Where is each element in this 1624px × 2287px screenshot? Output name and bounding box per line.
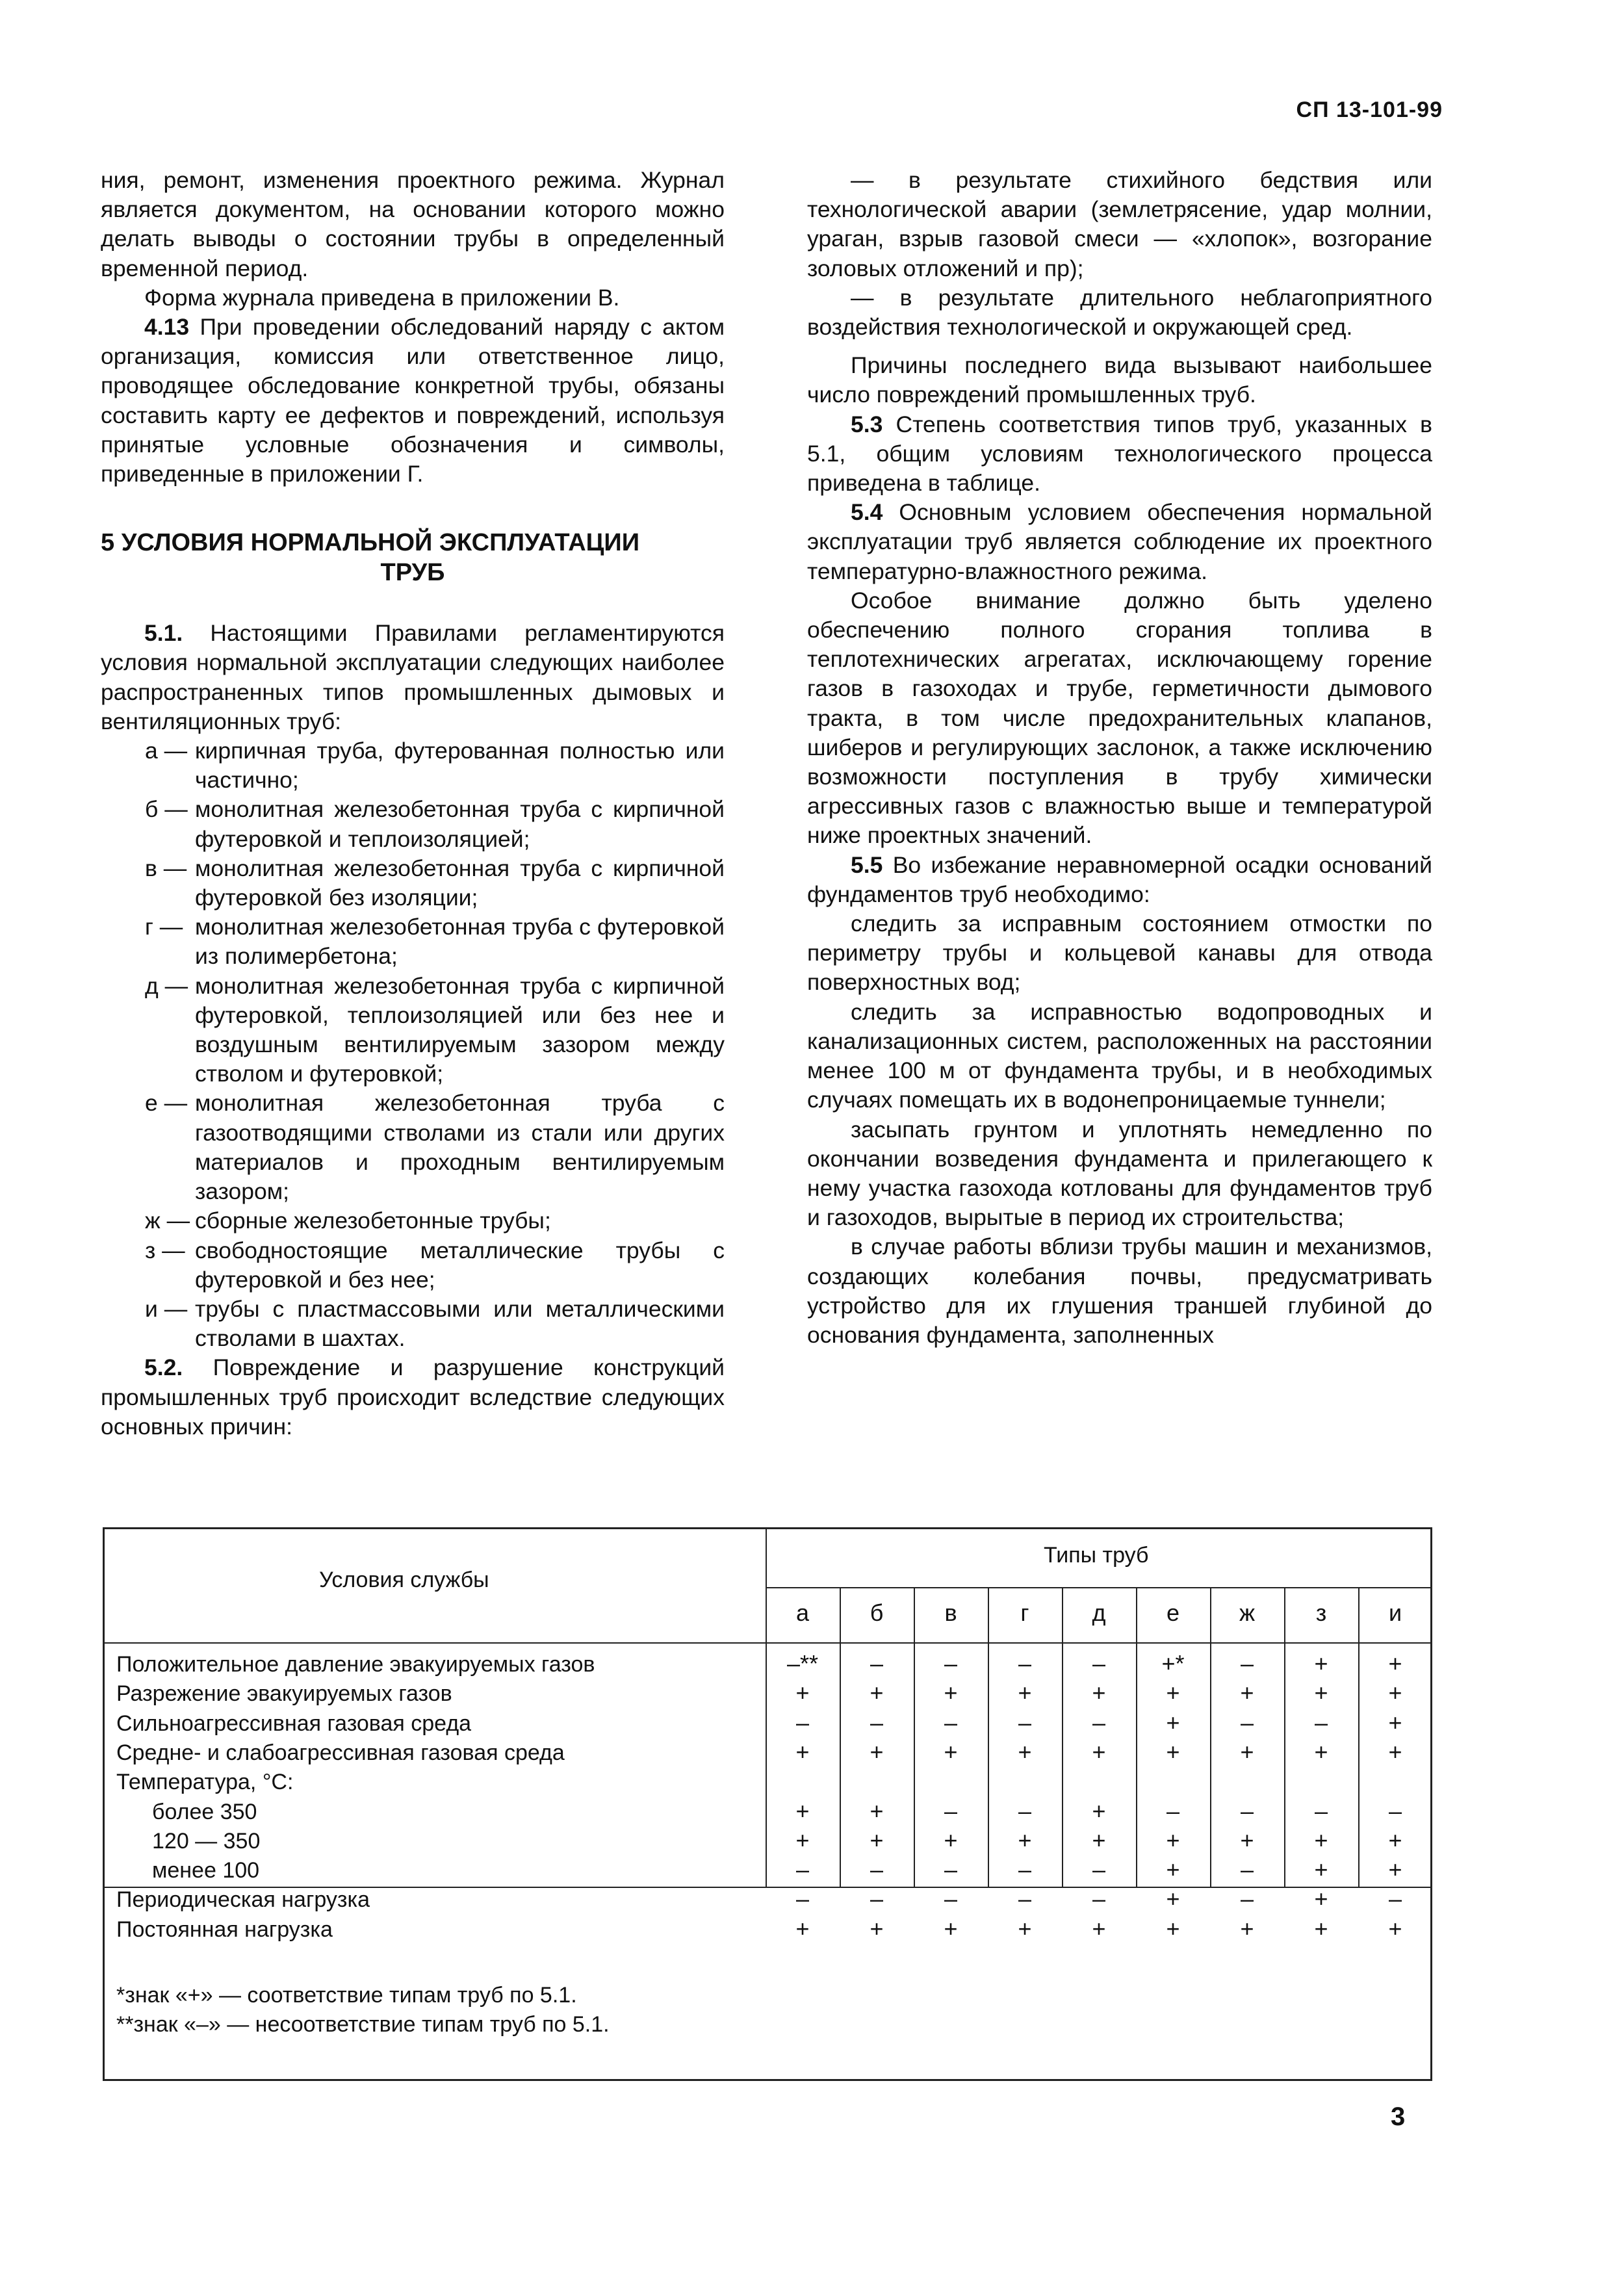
row-label: Положительное давление эвакуируемых газов — [116, 1652, 595, 1677]
clause-number: 5.4 — [851, 499, 883, 526]
list-marker: а — — [145, 738, 188, 764]
table-cell: – — [1092, 1885, 1106, 1913]
row-label: Сильноагрессивная газовая среда — [116, 1711, 472, 1736]
paragraph — [807, 851, 1432, 909]
table-cell: + — [870, 1915, 884, 1942]
right-column — [807, 166, 1432, 1350]
page-number: 3 — [1391, 2102, 1406, 2131]
table-cell: – — [795, 1885, 810, 1913]
list-marker: е — — [145, 1090, 188, 1117]
pipe-types-list — [101, 736, 725, 1353]
table-cell: + — [1314, 1885, 1328, 1913]
table-cell: + — [1314, 1679, 1328, 1707]
table-cell: + — [795, 1797, 810, 1824]
table-cell: + — [944, 1679, 958, 1707]
clause-text: При проведении обследований наряду с актом организация, комиссия или ответственное лицо, проводящее обследование конкретной трубы, обязаны составить карту ее дефектов и повреждений, используя принятые условные обозначения и символы, приведенные в приложении Г. — [101, 314, 725, 487]
row-label: Периодическая нагрузка — [116, 1887, 370, 1913]
table-cell: + — [1166, 1679, 1180, 1707]
table-divider — [1210, 1587, 1211, 1887]
clause-number: 4.13 — [144, 314, 190, 341]
list-text: монолитная железобетонная труба с футеровкой из полимербетона; — [195, 914, 725, 970]
table-cell: – — [944, 1650, 958, 1677]
table-cell: + — [1240, 1679, 1254, 1707]
list-item — [101, 795, 725, 853]
list-item — [101, 972, 725, 1089]
clause-text: Настоящими Правилами регламентируются условия нормальной эксплуатации следующих наиболее распространенных типов промышленных дымовых и вентиляционных труб: — [101, 620, 725, 734]
table-cell: + — [944, 1826, 958, 1854]
paragraph: Причины последнего вида вызывают наибольшее число повреждений промышленных труб. — [807, 352, 1432, 408]
clause-text: Во избежание неравномерной осадки оснований фундаментов труб необходимо: — [807, 851, 1432, 907]
row-label: Постоянная нагрузка — [116, 1917, 333, 1942]
list-item — [101, 854, 725, 912]
table-cell: + — [1092, 1738, 1106, 1765]
table-cell: – — [944, 1885, 958, 1913]
table-cell: + — [1314, 1738, 1328, 1765]
table-cell: – — [944, 1797, 958, 1824]
clause-number: 5.1. — [144, 620, 183, 647]
list-marker: ж — — [145, 1208, 190, 1234]
table-cell: – — [870, 1885, 884, 1913]
table-cell: – — [1388, 1797, 1402, 1824]
table-divider — [766, 1587, 1432, 1588]
table-cell: + — [1166, 1915, 1180, 1942]
clause-text: Повреждение и разрушение конструкций промышленных труб происходит вследствие следующих основных причин: — [101, 1354, 725, 1440]
row-label: 120 — 350 — [152, 1828, 261, 1854]
clause-text: Основным условием обеспечения нормальной эксплуатации труб является соблюдение их проектного температурно-влажностного режима. — [807, 499, 1432, 584]
table-cell: + — [1018, 1738, 1032, 1765]
table-cell: – — [1240, 1885, 1254, 1913]
table-cell: + — [1314, 1856, 1328, 1883]
paragraph: — в результате стихийного бедствия или технологической аварии (землетрясение, удар молнии, ураган, взрыв газовой смеси — «хлопок», возгорание золовых отложений и пр); — [807, 167, 1432, 281]
column-header-pipe-types: Типы труб — [1044, 1543, 1149, 1568]
paragraph: в случае работы вблизи трубы машин и механизмов, создающих колебания почвы, предусматривать устройство для их глушения траншей глубиной до основания фундамента, заполненных — [807, 1234, 1432, 1348]
list-marker: в — — [145, 855, 187, 881]
table-cell: +* — [1161, 1650, 1185, 1677]
paragraph — [807, 498, 1432, 586]
pipe-type-header: з — [1315, 1599, 1327, 1626]
table-cell: + — [944, 1915, 958, 1942]
table-cell: + — [1092, 1826, 1106, 1854]
table-cell: + — [1166, 1885, 1180, 1913]
table-note: *знак «+» — соответствие типам труб по 5.1. — [116, 1983, 577, 2008]
paragraph — [807, 410, 1432, 498]
row-label: менее 100 — [152, 1858, 260, 1883]
table-cell: + — [1092, 1797, 1106, 1824]
clause-text: Степень соответствия типов труб, указанных в 5.1, общим условиям технологического процесса приведена в таблице. — [807, 411, 1432, 497]
paragraph: следить за исправностью водопроводных и канализационных систем, расположенных на расстоянии менее 100 м от фундамента трубы, и в необходимых случаях помещать их в водонепроницаемые туннели; — [807, 998, 1432, 1113]
table-cell: – — [795, 1856, 810, 1883]
table-cell: + — [870, 1826, 884, 1854]
table-note: **знак «–» — несоответствие типам труб по 5.1. — [116, 2012, 610, 2037]
table-cell: – — [870, 1650, 884, 1677]
list-item — [101, 1089, 725, 1206]
pipe-type-header: и — [1388, 1599, 1402, 1626]
table-cell: + — [870, 1679, 884, 1707]
table-cell: + — [870, 1738, 884, 1765]
table-divider — [914, 1587, 915, 1887]
list-marker: б — — [145, 796, 188, 823]
table-cell: + — [1166, 1709, 1180, 1736]
table-divider — [766, 1529, 767, 1887]
table-cell: – — [1018, 1856, 1032, 1883]
paragraph — [101, 313, 725, 489]
paragraph: — в результате длительного неблагоприятного воздействия технологической и окружающей сред. — [807, 284, 1432, 341]
table-cell: – — [1240, 1709, 1254, 1736]
table-cell: + — [1314, 1826, 1328, 1854]
table-cell: – — [1240, 1650, 1254, 1677]
pipe-type-header: г — [1020, 1599, 1029, 1626]
paragraph: засыпать грунтом и уплотнять немедленно по окончании возведения фундамента и прилегающего к нему участка газохода котлованы для фундаментов труб и газоходов, вырытые в период их строительства; — [807, 1116, 1432, 1231]
table-cell: – — [1388, 1885, 1402, 1913]
clause-number: 5.2. — [144, 1354, 183, 1381]
pipe-type-header: д — [1092, 1599, 1106, 1626]
table-cell: – — [1018, 1650, 1032, 1677]
table-cell: + — [1092, 1679, 1106, 1707]
table-cell: – — [1166, 1797, 1180, 1824]
list-marker: г — — [145, 914, 183, 940]
table-cell: – — [1092, 1856, 1106, 1883]
list-text: монолитная железобетонная труба с кирпичной футеровкой, теплоизоляцией или без нее и воздушным вентилируемым зазором между стволом и футеровкой; — [195, 972, 725, 1087]
list-item — [101, 912, 725, 971]
table-cell: – — [1314, 1709, 1328, 1736]
table-cell: + — [1018, 1915, 1032, 1942]
table-cell: + — [1240, 1738, 1254, 1765]
document-code: СП 13-101-99 — [1296, 97, 1443, 122]
table-cell: –** — [786, 1650, 819, 1677]
table-cell: – — [944, 1856, 958, 1883]
table-divider — [840, 1587, 841, 1887]
paragraph: Особое внимание должно быть уделено обеспечению полного сгорания топлива в теплотехнических агрегатах, исключающему горение газов в газоходах и трубе, герметичности дымового тракта, в том числе предохранительных клапанов, шиберов и регулирующих заслонок, а также исключению возможности поступления в трубу химически агрессивных газов с влажностью выше и температурой ниже проектных значений. — [807, 587, 1432, 849]
list-text: монолитная железобетонная труба с кирпичной футеровкой и теплоизоляцией; — [195, 796, 725, 852]
pipe-type-header: б — [870, 1599, 884, 1626]
table-cell: + — [1388, 1856, 1402, 1883]
pipe-type-header: ж — [1239, 1599, 1256, 1626]
row-label: более 350 — [152, 1799, 257, 1824]
left-column — [101, 166, 725, 1441]
table-cell: + — [1018, 1679, 1032, 1707]
table-divider — [1062, 1587, 1063, 1887]
list-text: сборные железобетонные трубы; — [195, 1208, 551, 1234]
table-cell: + — [1166, 1738, 1180, 1765]
paragraph — [101, 619, 725, 736]
list-text: трубы с пластмассовыми или металлическими стволами в шахтах. — [195, 1295, 725, 1352]
table-cell: + — [795, 1679, 810, 1707]
clause-number: 5.3 — [851, 411, 883, 437]
row-label: Разрежение эвакуируемых газов — [116, 1681, 452, 1707]
column-header-conditions: Условия службы — [319, 1568, 489, 1592]
table-cell: + — [1388, 1826, 1402, 1854]
table-cell: – — [1018, 1797, 1032, 1824]
table-cell: – — [1018, 1885, 1032, 1913]
table-cell: – — [944, 1709, 958, 1736]
table-cell: + — [1092, 1915, 1106, 1942]
list-text: кирпичная труба, футерованная полностью или частично; — [195, 738, 725, 794]
table-cell: – — [1092, 1709, 1106, 1736]
table-divider — [988, 1587, 989, 1887]
table-cell: – — [870, 1856, 884, 1883]
table-cell: – — [1092, 1650, 1106, 1677]
table-cell: + — [1388, 1738, 1402, 1765]
table-cell: + — [1240, 1826, 1254, 1854]
pipe-type-header: в — [944, 1599, 957, 1626]
table-cell: + — [1388, 1650, 1402, 1677]
table-cell: + — [795, 1915, 810, 1942]
table-divider — [1358, 1587, 1360, 1887]
list-text: свободностоящие металлические трубы с футеровкой и без нее; — [195, 1237, 725, 1293]
table-divider — [105, 1642, 1432, 1644]
table-cell: + — [1314, 1915, 1328, 1942]
paragraph: ния, ремонт, изменения проектного режима. Журнал является документом, на основании которого можно делать выводы о состоянии трубы в определенный временной период. — [101, 167, 725, 281]
paragraph: Форма журнала приведена в приложении В. — [144, 284, 620, 311]
table-cell: + — [1388, 1915, 1402, 1942]
table-cell: + — [944, 1738, 958, 1765]
table-cell: – — [1018, 1709, 1032, 1736]
paragraph — [101, 1353, 725, 1441]
list-marker: з — — [145, 1237, 185, 1263]
paragraph: следить за исправным состоянием отмостки по периметру трубы и кольцевой канавы для отвода поверхностных вод; — [807, 911, 1432, 996]
clause-number: 5.5 — [851, 851, 883, 878]
table-divider — [1284, 1587, 1285, 1887]
pipe-type-header: е — [1166, 1599, 1180, 1626]
list-item — [101, 1206, 725, 1235]
table-cell: – — [870, 1709, 884, 1736]
pipe-conditions-table — [103, 1527, 1432, 2081]
section-title-line: 5 УСЛОВИЯ НОРМАЛЬНОЙ ЭКСПЛУАТАЦИИ — [101, 529, 640, 557]
list-marker: д — — [145, 972, 188, 999]
table-cell: + — [1166, 1826, 1180, 1854]
section-title — [101, 528, 725, 588]
list-text: монолитная железобетонная труба с кирпичной футеровкой без изоляции; — [195, 855, 725, 911]
table-cell: + — [1388, 1679, 1402, 1707]
pipe-type-header: а — [795, 1599, 810, 1626]
table-cell: + — [795, 1738, 810, 1765]
table-cell: + — [795, 1826, 810, 1854]
table-divider — [1136, 1587, 1137, 1887]
table-cell: + — [1388, 1709, 1402, 1736]
table-cell: – — [1240, 1856, 1254, 1883]
table-cell: – — [1314, 1797, 1328, 1824]
section-title-line: ТРУБ — [380, 559, 445, 587]
list-marker: и — — [145, 1295, 188, 1322]
list-item — [101, 1236, 725, 1295]
table-cell: + — [1018, 1826, 1032, 1854]
list-item — [101, 1295, 725, 1353]
row-label: Температура, °С: — [116, 1770, 294, 1795]
table-cell: + — [1314, 1650, 1328, 1677]
table-cell: + — [870, 1797, 884, 1824]
table-cell: – — [1240, 1797, 1254, 1824]
table-cell: + — [1166, 1856, 1180, 1883]
row-label: Средне- и слабоагрессивная газовая среда — [116, 1740, 565, 1765]
table-cell: – — [795, 1709, 810, 1736]
table-cell: + — [1240, 1915, 1254, 1942]
list-item — [101, 736, 725, 795]
list-text: монолитная железобетонная труба с газоотводящими стволами из стали или других материалов и проходным вентилируемым зазором; — [195, 1090, 725, 1205]
